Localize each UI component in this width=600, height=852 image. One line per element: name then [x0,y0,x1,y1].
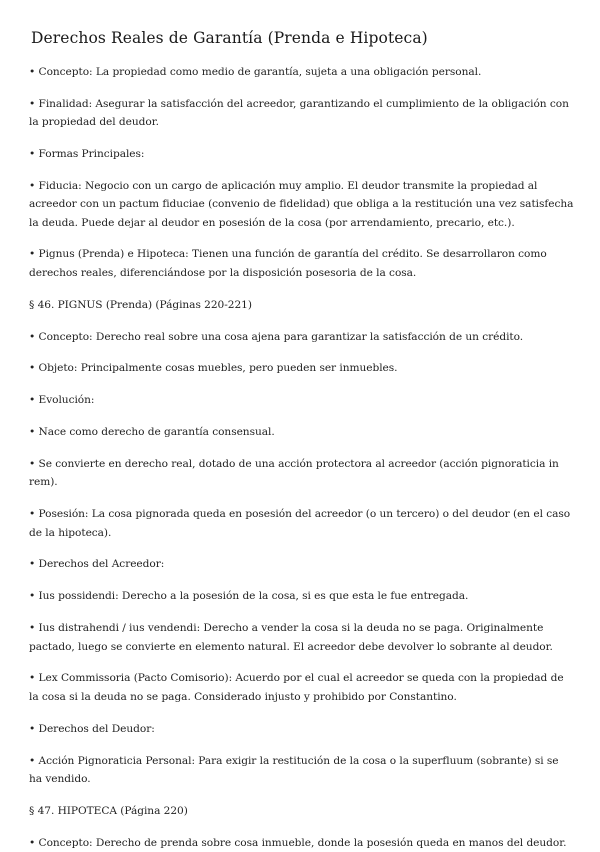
ius-possidendi-paragraph: • Ius possidendi: Derecho a la posesión de la cosa, si es que esta le fue entregada. [29,590,469,603]
derechos-acreedor-heading: • Derechos del Acreedor: [29,558,165,571]
formas-principales-heading: • Formas Principales: [29,148,145,161]
objeto-paragraph: • Objeto: Principalmente cosas muebles, pero pueden ser inmuebles. [29,362,398,375]
nace-paragraph: • Nace como derecho de garantía consensual. [29,426,275,439]
posesion-paragraph: • Posesión: La cosa pignorada queda en posesión del acreedor (o un tercero) o del deudor (en el caso de la hipoteca). [29,508,571,539]
hipoteca-concepto-paragraph: • Concepto: Derecho de prenda sobre cosa inmueble, donde la posesión queda en manos del deudor. [29,836,567,849]
document-title: Derechos Reales de Garantía (Prenda e Hipoteca) [31,29,428,47]
derechos-deudor-heading: • Derechos del Deudor: [29,722,155,735]
pignus-concepto-paragraph: • Concepto: Derecho real sobre una cosa ajena para garantizar la satisfacción de un crédito. [29,330,524,343]
accion-pignoraticia-paragraph: • Acción Pignoraticia Personal: Para exigir la restitución de la cosa o la superfluum (sobrante) si se ha vendido. [29,754,559,785]
convierte-paragraph: • Se convierte en derecho real, dotado de una acción protectora al acreedor (acción pignoraticia in rem). [29,458,559,489]
finalidad-paragraph: • Finalidad: Asegurar la satisfacción del acreedor, garantizando el cumplimiento de la obligación con la propiedad del deudor. [29,97,569,129]
section-47-heading: § 47. HIPOTECA (Página 220) [29,804,188,817]
evolucion-heading: • Evolución: [29,394,95,407]
concepto-paragraph: • Concepto: La propiedad como medio de garantía, sujeta a una obligación personal. [29,66,482,78]
lex-commissoria-paragraph: • Lex Commissoria (Pacto Comisorio): Acuerdo por el cual el acreedor se queda con la propiedad de la cosa si la deuda no se paga. Considerado injusto y prohibido por Constantino. [29,672,564,703]
fiducia-paragraph: • Fiducia: Negocio con un cargo de aplicación muy amplio. El deudor transmite la propiedad al acreedor con un pactum fiduciae (convenio de fidelidad) que obliga a la restitución una vez satisfecha la deuda. Puede dejar al deudor en posesión de la cosa (por arrendamiento, precario, etc.). [29,179,574,229]
ius-distrahendi-paragraph: • Ius distrahendi / ius vendendi: Derecho a vender la cosa si la deuda no se paga. Originalmente pactado, luego se convierte en elemento natural. El acreedor debe devolver lo sobrante al deudor. [29,622,553,653]
pignus-hipoteca-paragraph: • Pignus (Prenda) e Hipoteca: Tienen una función de garantía del crédito. Se desarrollaron como derechos reales, diferenciándose por la disposición posesoria de la cosa. [29,248,547,279]
section-46-heading: § 46. PIGNUS (Prenda) (Páginas 220-221) [29,298,252,311]
